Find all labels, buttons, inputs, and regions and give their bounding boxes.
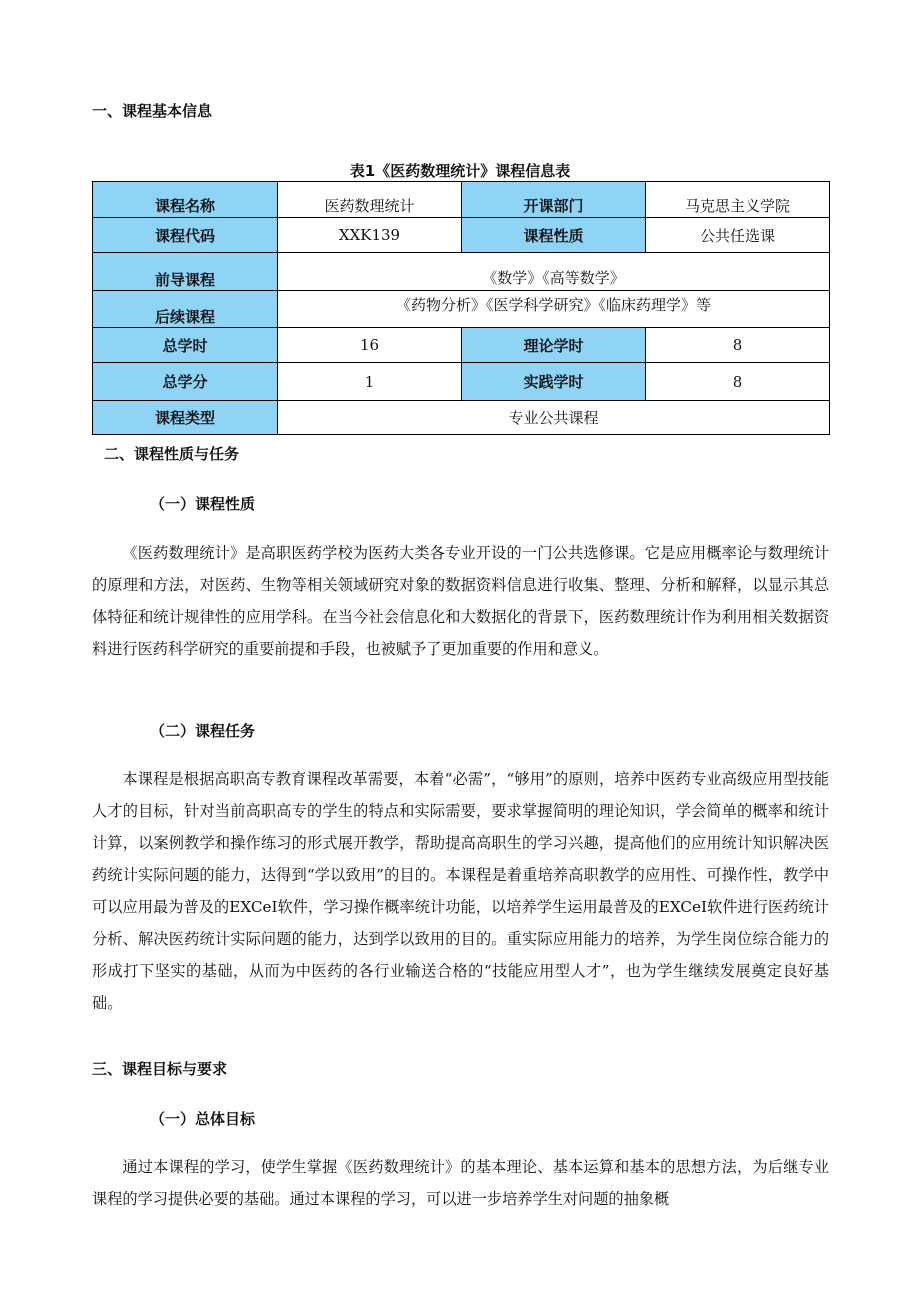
dept-value: 马克思主义学院 [646,182,830,218]
course-name-label: 课程名称 [93,182,278,218]
table-caption: 表1《医药数理统计》课程信息表 [349,162,571,180]
table-row [93,182,830,218]
credits-value: 1 [278,363,462,401]
table-row [93,401,830,435]
practice-hours-label: 实践学时 [462,363,646,401]
theory-hours-value: 8 [646,328,830,363]
prereq-label: 前导课程 [93,253,278,291]
total-hours-value: 16 [278,328,462,363]
total-hours-label: 总学时 [93,328,278,363]
subsection-heading-nature: （一）课程性质 [150,495,256,513]
follow-value: 《药物分析》《医学科学研究》《临床药理学》等 [278,291,830,328]
subsection-heading-task: （二）课程任务 [150,722,256,740]
paragraph-course-nature: 《医药数理统计》是高职医药学校为医药大类各专业开设的一门公共选修课。它是应用概率论与数理统计的原理和方法，对医药、生物等相关领域研究对象的数据资料信息进行收集、整理、分析和解释，以显示其总体特征和统计规律性的应用学科。在当今社会信息化和大数据化的背景下，医药数理统计作为利用相关数据资料进行医药科学研究的重要前提和手段，也被赋予了更加重要的作用和意义。 [92,544,829,658]
table-row [93,363,830,401]
practice-hours-value: 8 [646,363,830,401]
course-code-label: 课程代码 [93,218,278,253]
course-type-label: 课程类型 [93,401,278,435]
section-heading-goals: 三、课程目标与要求 [92,1060,228,1078]
course-type-value: 专业公共课程 [278,401,830,435]
course-info-table [92,181,830,435]
section-heading-nature-task: 二、课程性质与任务 [104,445,240,463]
table-row [93,328,830,363]
table-row [93,253,830,291]
dept-label: 开课部门 [462,182,646,218]
credits-label: 总学分 [93,363,278,401]
follow-label: 后续课程 [93,291,278,328]
course-code-value: XXK139 [278,218,462,253]
section-heading-basic-info: 一、课程基本信息 [92,102,213,120]
table-row [93,218,830,253]
paragraph-course-task: 本课程是根据高职高专教育课程改革需要，本着“必需”，“够用”的原则，培养中医药专业高级应用型技能人才的目标，针对当前高职高专的学生的特点和实际需要，要求掌握简明的理论知识，学会简单的概率和统计计算，以案例教学和操作练习的形式展开教学，帮助提高高职生的学习兴趣，提高他们的应用统计知识解决医药统计实际问题的能力，达得到“学以致用”的目的。本课程是着重培养高职教学的应用性、可操作性，教学中可以应用最为普及的EXCeI软件，学习操作概率统计功能，以培养学生运用最普及的EXCeI软件进行医药统计分析、解决医药统计实际问题的能力，达到学以致用的目的。重实际应用能力的培养，为学生岗位综合能力的形成打下坚实的基础，从而为中医药的各行业输送合格的“技能应用型人才”，也为学生继续发展奠定良好基础。 [92,770,829,1012]
subsection-heading-overall-goal: （一）总体目标 [150,1110,256,1128]
paragraph-overall-goal: 通过本课程的学习，使学生掌握《医药数理统计》的基本理论、基本运算和基本的思想方法，为后继专业课程的学习提供必要的基础。通过本课程的学习，可以进一步培养学生对问题的抽象概 [92,1158,829,1208]
course-nature-label: 课程性质 [462,218,646,253]
table-row [93,291,830,328]
course-name-value: 医药数理统计 [278,182,462,218]
course-nature-value: 公共任选课 [646,218,830,253]
prereq-value: 《数学》《高等数学》 [278,253,830,291]
theory-hours-label: 理论学时 [462,328,646,363]
